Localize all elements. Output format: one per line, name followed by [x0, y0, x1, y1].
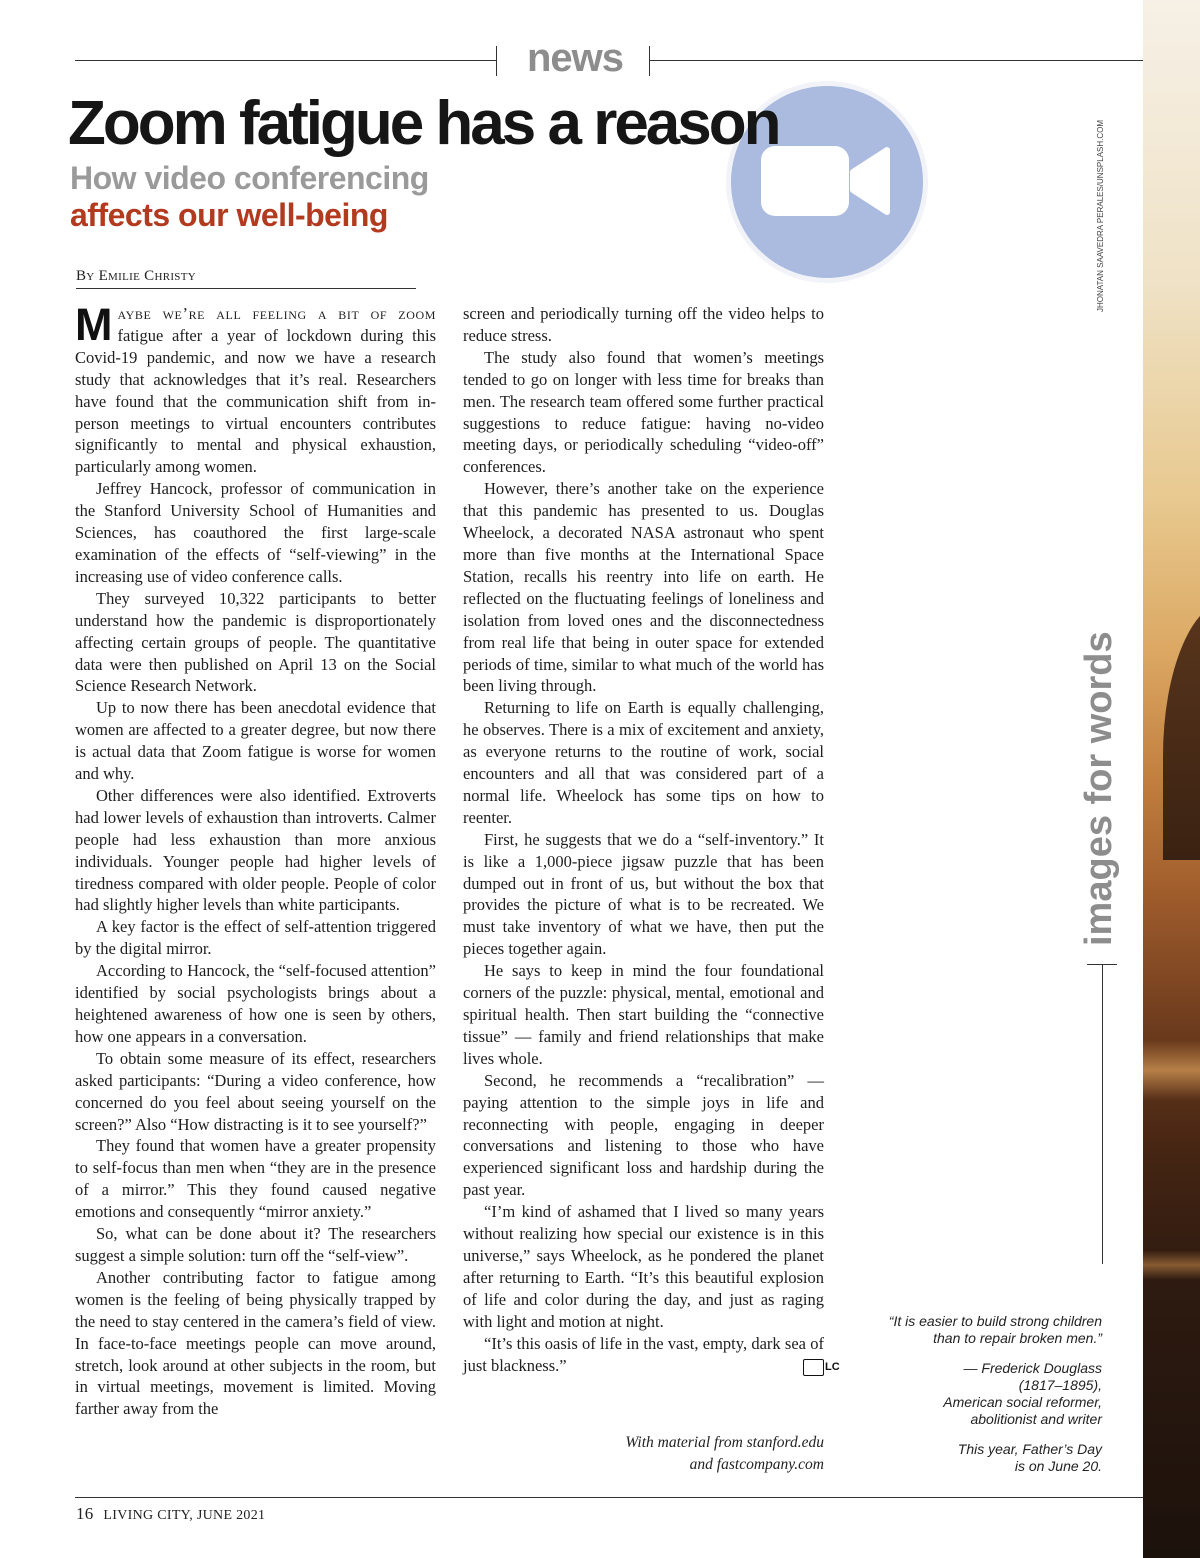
footer-rule — [75, 1497, 1143, 1498]
article-paragraph: However, there’s another take on the experience that this pandemic has presented to us. Douglas Wheelock, a decorated NASA astronaut who spent more than five months at the International Space Station, recalls his reentry into life on earth. He reflected on the fluctuating feelings of loneliness and isolation from loved ones and the disconnectedness from real life that being in outer space for extended periods of time, similar to what much of the world has been living through. — [463, 479, 824, 696]
page-footer — [76, 1504, 265, 1524]
subhead-line-2: affects our well-being — [70, 197, 388, 233]
paragraph-text: “It’s this oasis of life in the vast, empty, dark sea of just blackness.” — [463, 1333, 824, 1375]
header-tick-left — [496, 46, 497, 76]
article-paragraph: According to Hancock, the “self-focused attention” identified by social psychologists brings about a heightened awareness of how one is seen by others, how one appears in a conversation. — [75, 961, 436, 1046]
page-number: 16 — [76, 1504, 94, 1523]
lead-in-caps: aybe we’re all feeling a bit of zoom — [117, 304, 436, 323]
subhead-line-1: How video conferencing — [70, 160, 429, 196]
sidebar-rule-vertical — [1102, 964, 1103, 1264]
attribution-line: — Frederick Douglass — [963, 1360, 1102, 1376]
article-paragraph: “I’m kind of ashamed that I lived so many years without realizing how special our existence is in this universe,” says Wheelock, as he pondered the planet after returning to Earth. “It’s this beautiful explosion of life and color during the day, and just as raging with light and motion at night. — [463, 1202, 824, 1331]
drop-cap: M — [75, 299, 113, 350]
source-credit — [560, 1432, 824, 1476]
article-paragraph: The study also found that women’s meetings tended to go on longer with less time for breaks than men. The research team offered some further practical suggestions to reduce fatigue: having no-video meeting days, or periodically scheduling “video-off” conferences. — [463, 347, 824, 477]
article-paragraph-continued: screen and periodically turning off the video helps to reduce stress. — [463, 304, 824, 345]
attribution-line: abolitionist and writer — [970, 1411, 1102, 1427]
sidebar-title: images for words — [1078, 631, 1120, 946]
article-paragraph: A key factor is the effect of self-attention triggered by the digital mirror. — [75, 917, 436, 959]
article-paragraph: Up to now there has been anecdotal evidence that women are affected to a greater degree, but now there is actual data that Zoom fatigue is worse for women and why. — [75, 698, 436, 784]
water-glow-lower — [1143, 1250, 1200, 1280]
water-glow — [1143, 1040, 1200, 1100]
sunset-photo-strip — [1143, 0, 1200, 1558]
hill-silhouette — [1163, 600, 1200, 860]
article-column-2 — [463, 303, 840, 1376]
article-paragraph: To obtain some measure of its effect, researchers asked participants: “During a video conference, how concerned do you feel about seeing yourself on the screen?” Also “How distracting is it to see yourself?” — [75, 1048, 436, 1134]
note-line: is on June 20. — [1014, 1458, 1102, 1474]
source-credit-line-1: With material from stanford.edu — [625, 1434, 824, 1451]
article-paragraph: They found that women have a greater propensity to self-focus than men when “they are in the presence of a mirror.” This they found caused negative emotions and consequently “mirror anxiety.” — [75, 1136, 436, 1222]
sidebar-quote — [850, 1313, 1102, 1488]
article-paragraph: First, he suggests that we do a “self-inventory.” It is like a 1,000-piece jigsaw puzzle that has been dumped out in front of us, but without the box that provides the picture of what is to be recreated. We must take inventory of what we have, then put the pieces together again. — [463, 829, 824, 959]
headline: Zoom fatigue has a reason — [68, 89, 779, 158]
photo-credit: JHONATAN SAAVEDRA PERALES/UNSPLASH.COM — [1096, 119, 1105, 312]
header-tick-right — [649, 46, 650, 76]
byline: By Emilie Christy — [76, 268, 416, 289]
article-column-1 — [75, 299, 436, 1420]
article-paragraph — [463, 1333, 840, 1377]
quote-line: than to repair broken men.” — [933, 1330, 1102, 1346]
header-rule-right — [649, 60, 1143, 61]
article-paragraph: He says to keep in mind the four foundational corners of the puzzle: physical, mental, emotional and spiritual health. Then start building the “connective tissue” — family and friend relationships that make lives whole. — [463, 961, 824, 1068]
source-credit-line-2: and fastcompany.com — [689, 1456, 824, 1473]
article-paragraph: So, what can be done about it? The researchers suggest a simple solution: turn off the “self-view”. — [75, 1224, 436, 1265]
lc-icon: LC — [803, 1359, 824, 1376]
quote-text — [850, 1313, 1102, 1347]
article-paragraph — [75, 299, 436, 478]
attribution-line: (1817–1895), — [1018, 1377, 1102, 1393]
publication-info: LIVING CITY, JUNE 2021 — [103, 1508, 266, 1523]
article-paragraph: Jeffrey Hancock, professor of communication in the Stanford University School of Humanities and Sciences, has coauthored the first large-scale examination of the effects of “self-viewing” in the increasing use of video conference calls. — [75, 479, 436, 586]
section-label: news — [526, 36, 624, 80]
attribution-line: American social reformer, — [943, 1394, 1102, 1410]
header-rule-left — [75, 60, 496, 61]
article-paragraph: They surveyed 10,322 participants to better understand how the pandemic is disproportionately affecting certain groups of people. The quantitative data were then published on April 13 on the Social Science Research Network. — [75, 588, 436, 696]
paragraph-text: fatigue after a year of lockdown during this Covid-19 pandemic, and now we have a research study that acknowledges that it’s real. Researchers have found that the communication shift from in-person meetings to virtual encounters contributes significantly to mental and physical exhaustion, particularly among women. — [75, 325, 436, 477]
fathers-day-note — [850, 1441, 1102, 1475]
quote-line: “It is easier to build strong children — [888, 1313, 1102, 1329]
article-paragraph: Other differences were also identified. Extroverts had lower levels of exhaustion than introverts. Calmer people had less exhaustion than more anxious individuals. Younger people had higher levels of tiredness compared with older people. People of color had slightly higher levels than white participants. — [75, 785, 436, 915]
article-paragraph: Second, he recommends a “recalibration” — paying attention to the simple joys in life and reconnecting with people, engaging in deeper conversations and listening to those who have experienced significant loss and hardship during the past year. — [463, 1070, 824, 1200]
article-paragraph: Returning to life on Earth is equally challenging, he observes. There is a mix of excitement and anxiety, as everyone returns to the routine of work, social encounters and all that was considered part of a normal life. Wheelock has some tips on how to reenter. — [463, 698, 824, 827]
note-line: This year, Father’s Day — [957, 1441, 1102, 1457]
article-paragraph: Another contributing factor to fatigue among women is the feeling of being physically trapped by the need to stay centered in the camera’s field of view. In face-to-face meetings people can move around, stretch, look around at other subjects in the room, but in virtual meetings, movement is limited. Moving farther away from the — [75, 1267, 436, 1419]
quote-attribution — [850, 1360, 1102, 1428]
